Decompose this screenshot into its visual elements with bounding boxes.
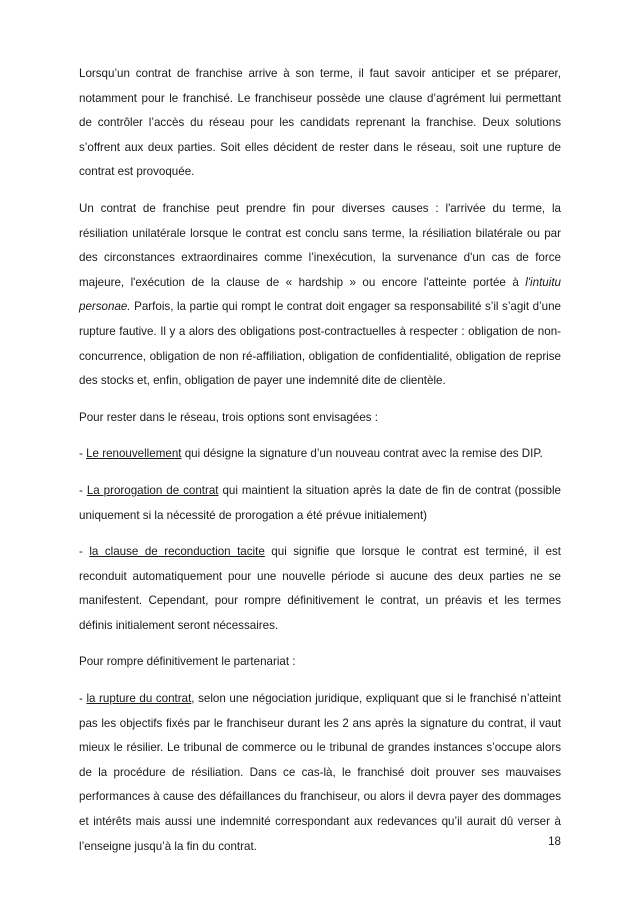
list-item-extension	[79, 479, 561, 528]
list-item-renewal	[79, 442, 561, 467]
paragraph-text: Pour rester dans le réseau, trois options sont envisagées :	[79, 410, 379, 424]
list-dash: -	[79, 545, 90, 559]
list-item-contract-termination	[79, 687, 561, 859]
list-dash: -	[79, 692, 87, 706]
list-dash: -	[79, 447, 87, 461]
list-item-text: qui désigne la signature d’un nouveau contrat avec la remise des DIP.	[181, 447, 543, 461]
underlined-term-tacit-renewal: la clause de reconduction tacite	[89, 545, 265, 559]
paragraph-text: Un contrat de franchise peut prendre fin pour diverses causes : l'arrivée du terme, la résiliation unilatérale lorsque le contrat est conclu sans terme, la résiliation bilatérale ou par des circonstances extraordinaires comme l’inexécution, la survenance d'un cas de force majeure, l'exécution de la clause de « hardship » ou encore l'atteinte portée à	[79, 201, 561, 289]
list-item-tacit-renewal	[79, 540, 561, 638]
italic-term-intuitu-personae: l'intuitu personae.	[79, 275, 561, 314]
list-item-text: , selon une négociation juridique, expliquant que si le franchisé n’atteint pas les objectifs fixés par le franchiseur durant les 2 ans après la signature du contrat, il vaut mieux le résilier. Le tribunal de commerce ou le tribunal de grandes instances s’occupe alors de la procédure de résiliation. Dans ce cas-là, le franchisé doit prouver ses mauvaises performances à cause des défaillances du franchiseur, ou alors il devra payer des dommages et intérêts mais aussi une indemnité correspondant aux redevances qu’il aurait dû verser à l’enseigne jusqu’à la fin du contrat.	[79, 692, 561, 853]
paragraph-termination-causes	[79, 197, 561, 394]
list-item-text: qui maintient la situation après la date de fin de contrat (possible uniquement si la nécessité de prorogation a été prévue initialement)	[79, 483, 561, 522]
underlined-term-renewal: Le renouvellement	[86, 447, 182, 461]
list-dash: -	[79, 483, 87, 497]
paragraph-text: Pour rompre définitivement le partenariat :	[79, 655, 296, 669]
page-body	[79, 62, 561, 871]
paragraph-text: Parfois, la partie qui rompt le contrat doit engager sa responsabilité s’il s’agit d’une rupture fautive. Il y a alors des obligations post-contractuelles à respecter : obligation de non-concurrence, obligation de non ré-affiliation, obligation de confidentialité, obligation de reprise des stocks et, enfin, obligation de payer une indemnité dite de clientèle.	[79, 300, 561, 388]
paragraph-end-of-contract	[79, 62, 561, 185]
paragraph-text: Lorsqu’un contrat de franchise arrive à son terme, il faut savoir anticiper et se préparer, notamment pour le franchisé. Le franchiseur possède une clause d’agrément lui permettant de contrôler l’accès du réseau pour les candidats reprenant la franchise. Deux solutions s’offrent aux deux parties. Soit elles décident de rester dans le réseau, soit une rupture de contrat est provoquée.	[79, 67, 561, 179]
underlined-term-extension: La prorogation de contrat	[86, 483, 219, 497]
paragraph-break-partnership-intro	[79, 650, 561, 675]
underlined-term-contract-termination: la rupture du contrat	[86, 692, 192, 706]
page-number: 18	[548, 835, 561, 848]
list-item-text: qui signifie que lorsque le contrat est terminé, il est reconduit automatiquement pour une nouvelle période si aucune des deux parties ne se manifestent. Cependant, pour rompre définitivement le contrat, un préavis et les termes définis initialement seront nécessaires.	[79, 545, 561, 632]
paragraph-stay-options-intro	[79, 406, 561, 431]
